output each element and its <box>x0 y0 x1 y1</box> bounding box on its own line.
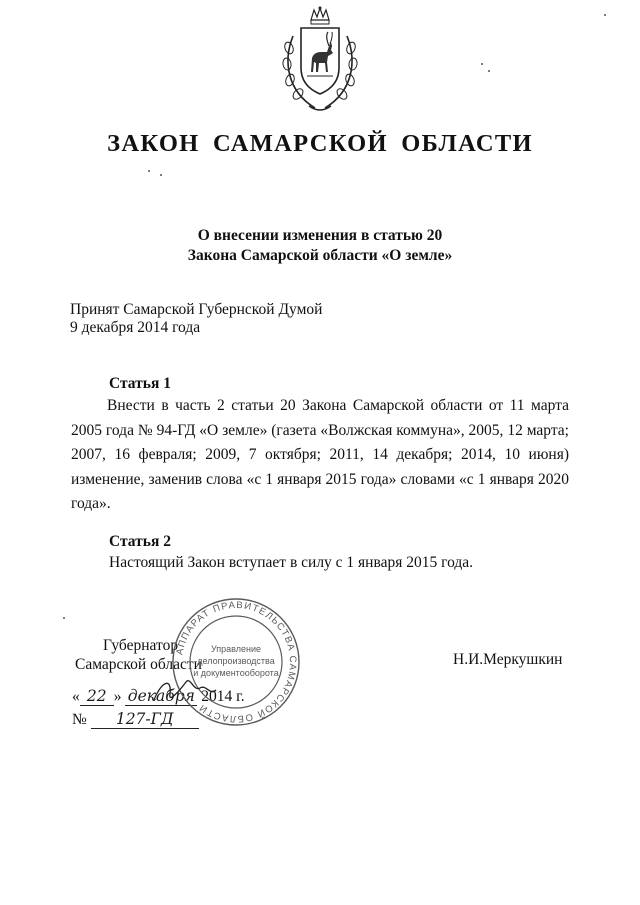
article-2-text: Настоящий Закон вступает в силу с 1 января 2015 года. <box>109 554 474 571</box>
stamp-inner-line2: делопроизводства <box>197 656 275 666</box>
article-1-heading: Статья 1 <box>109 375 171 392</box>
signatory-position-line1: Губернатор <box>103 637 179 654</box>
adoption-body: Принят Самарской Губернской Думой <box>70 301 323 318</box>
date-day-handwritten: 22 <box>80 687 114 706</box>
date-month-handwritten: декабря <box>125 687 197 706</box>
law-title: ЗАКОН САМАРСКОЙ ОБЛАСТИ <box>107 130 533 157</box>
scan-speck <box>481 63 483 65</box>
adoption-note <box>70 301 322 337</box>
coat-of-arms-icon <box>281 6 359 116</box>
scan-speck <box>63 617 65 619</box>
date-year: 2014 г. <box>201 688 245 705</box>
scan-speck <box>160 174 162 176</box>
signatory-name: Н.И.Меркушкин <box>453 651 563 668</box>
article-1-text: Внести в часть 2 статьи 20 Закона Самарской области от 11 марта 2005 года № 94-ГД «О земле» (газета «Волжская коммуна», 2005, 12 марта; 2007, 16 февраля; 2009, 7 октября; 2011, 14 декабря; 2014, 10 июня) изменение, заменив слова «с 1 января 2015 года» словами «с 1 января 2020 года». <box>71 397 569 512</box>
date-open-quote: « <box>72 688 80 705</box>
stamp-inner-line3: и документооборота <box>193 668 279 678</box>
scan-speck <box>488 70 490 72</box>
signatory-position-line2: Самарской области <box>75 656 202 673</box>
date-close-quote: » <box>113 688 122 705</box>
stamp-outer-text: АППАРАТ ПРАВИТЕЛЬСТВА САМАРСКОЙ ОБЛАСТИ <box>174 599 299 725</box>
law-subject <box>0 226 640 266</box>
article-2-heading: Статья 2 <box>109 533 171 550</box>
scan-speck <box>604 14 606 16</box>
stamp-inner-line1: Управление <box>210 644 262 654</box>
law-subject-line2: Закона Самарской области «О земле» <box>187 247 453 264</box>
adoption-date: 9 декабря 2014 года <box>70 319 201 336</box>
scan-speck <box>148 170 150 172</box>
number-label: № <box>72 711 87 728</box>
number-handwritten: 127-ГД <box>91 710 199 729</box>
signature-scribble-icon <box>150 670 220 710</box>
law-subject-line1: О внесении изменения в статью 20 <box>197 227 443 244</box>
